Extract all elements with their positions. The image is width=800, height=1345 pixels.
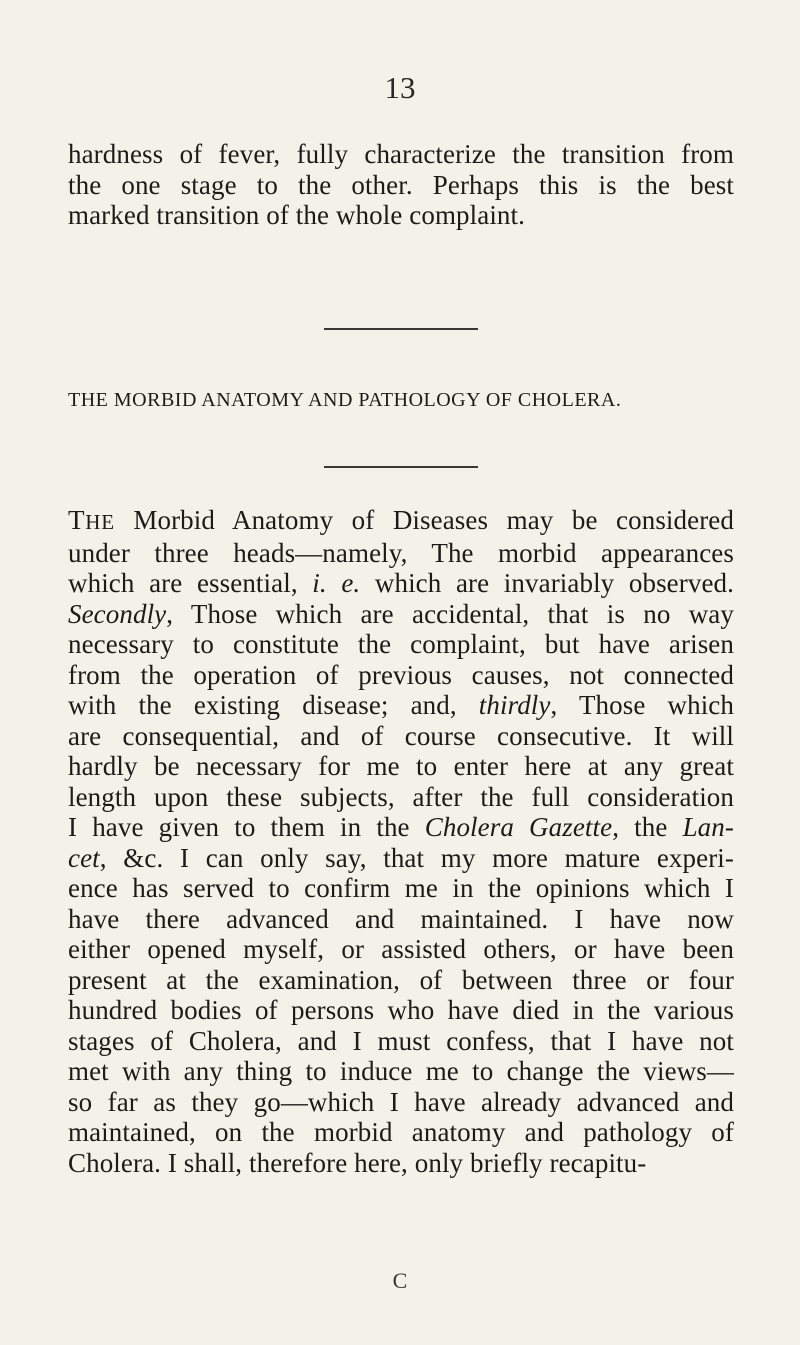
main-line-2: under three heads—namely, The morbid appearances <box>68 537 734 568</box>
main-line-12-after: , &c. I can only say, that my more mature experi- <box>99 842 734 873</box>
main-line-4 <box>68 599 734 630</box>
section-divider-bottom <box>324 466 478 468</box>
main-line-7 <box>68 690 734 721</box>
main-line-11-before: I have given to them in the <box>68 812 425 842</box>
main-line-9: hardly be necessary for me to enter here at any great <box>68 751 734 781</box>
section-divider-top <box>324 328 478 330</box>
lancet-title-start: Lan- <box>682 812 734 842</box>
main-line-20: so far as they go—which I have already advanced and <box>68 1086 734 1117</box>
main-line-19: met with any thing to induce me to change the views— <box>68 1056 734 1086</box>
main-line-21: maintained, on the morbid anatomy and pathology of <box>68 1117 734 1147</box>
main-line-3 <box>68 568 734 599</box>
printer-signature-mark: C <box>392 1268 408 1293</box>
thirdly-word: thirdly <box>478 690 551 720</box>
main-line-11-middle: , the <box>612 812 683 842</box>
main-line-11 <box>68 812 734 843</box>
main-line-3-after: which are invariably observed. <box>360 568 734 598</box>
main-line-6: from the operation of previous causes, not connected <box>68 659 734 690</box>
main-paragraph <box>68 505 734 1178</box>
main-line-17: hundred bodies of persons who have died in the various <box>68 995 734 1025</box>
intro-line-1: hardness of fever, fully characterize the transition from <box>68 139 734 169</box>
lancet-title-end: cet <box>68 842 100 873</box>
main-line-1-text: Morbid Anatomy of Diseases may be considered <box>114 505 734 535</box>
main-line-15: either opened myself, or assisted others, or have been <box>68 934 734 964</box>
intro-paragraph <box>68 139 734 231</box>
secondly-word: Secondly <box>68 598 167 629</box>
main-line-14: have there advanced and maintained. I have now <box>68 903 734 934</box>
main-line-16: present at the examination, of between three or four <box>68 964 734 995</box>
main-line-4-after: , Those which are accidental, that is no way <box>166 598 734 629</box>
main-line-13: ence has served to confirm me in the opinions which I <box>68 873 734 903</box>
drop-cap-letter: T <box>68 505 86 535</box>
small-cap-text: HE <box>85 510 115 534</box>
main-line-5: necessary to constitute the complaint, but have arisen <box>68 629 734 659</box>
main-line-8: are consequential, and of course consecutive. It will <box>68 720 734 751</box>
main-line-12 <box>68 843 734 874</box>
page-number: 13 <box>384 70 416 105</box>
main-line-7-before: with the existing disease; and, <box>68 690 479 720</box>
main-line-10: length upon these subjects, after the full consideration <box>68 781 734 812</box>
intro-line-3: marked transition of the whole complaint. <box>68 200 525 230</box>
section-heading: THE MORBID ANATOMY AND PATHOLOGY OF CHOLERA. <box>68 389 622 411</box>
main-line-22: Cholera. I shall, therefore here, only briefly recapitu- <box>68 1147 647 1178</box>
intro-line-2: the one stage to the other. Perhaps this is the best <box>68 169 734 200</box>
ie-abbreviation: i. e. <box>312 568 361 598</box>
main-line-1 <box>68 505 734 538</box>
cholera-gazette-title: Cholera Gazette <box>424 812 613 842</box>
main-line-7-after: , Those which <box>550 690 734 720</box>
main-line-3-before: which are essential, <box>68 568 313 598</box>
main-line-18: stages of Cholera, and I must confess, that I have not <box>68 1025 734 1056</box>
